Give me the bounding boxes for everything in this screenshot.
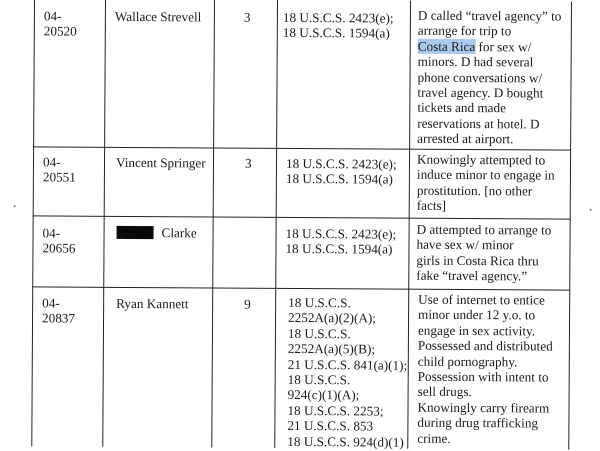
highlighted-text: Costa Rica xyxy=(417,38,476,54)
facts: Use of internet to entice minor under 12 y.o. to engage in sex activity. Possessed and distributed child pornography. Possession with intent to sell drugs. Knowingly carry firearm during drug trafficking crime. xyxy=(417,291,553,446)
column-divider xyxy=(407,1,411,449)
column-divider xyxy=(274,0,278,448)
case-number: 04- 20520 xyxy=(43,8,77,40)
count-value: 3 xyxy=(243,9,251,25)
case-number: 04- 20551 xyxy=(42,154,76,186)
statutes: 18 U.S.C.S. 2252A(a)(2)(A); 18 U.S.C.S. 2252A(a)(5)(B); 21 U.S.C.S. 841(a)(1); 18 U.S.C.S. 924(c)(1)(A); 18 U.S.C.S. 2253; 21 U.S.C.S. 853 18 U.S.C.S. 924(d)(1) xyxy=(287,294,408,450)
redaction-block xyxy=(117,226,154,239)
facts-line: for sex w/ xyxy=(475,38,532,55)
facts: Knowingly attempted to induce minor to engage in prostitution. [no other facts] xyxy=(416,151,555,214)
scan-speck xyxy=(590,209,592,211)
case-number: 04- 20837 xyxy=(42,295,76,327)
statutes: 18 U.S.C.S. 2423(e); 18 U.S.C.S. 1594(a) xyxy=(285,225,397,257)
statutes: 18 U.S.C.S. 2423(e); 18 U.S.C.S. 1594(a) xyxy=(285,155,397,187)
defendant-name: Ryan Kannett xyxy=(116,295,189,312)
scan-speck xyxy=(14,205,16,207)
case-number: 04- 20656 xyxy=(42,225,76,257)
row-divider xyxy=(33,215,571,219)
column-divider xyxy=(102,0,106,447)
defendant-name: Vincent Springer xyxy=(115,154,206,171)
statutes: 18 U.S.C.S. 2423(e); 18 U.S.C.S. 1594(a) xyxy=(282,9,394,41)
table-border-right xyxy=(568,2,572,450)
facts: D called “travel agency” to arrange for trip to Costa Rica for sex w/ minors. D had several phone conversations w/ travel agency. D bought tickets and made reservations at hotel. D arrested at airport. xyxy=(417,7,562,147)
defendant-name: Clarke xyxy=(117,225,197,241)
row-divider xyxy=(32,286,570,290)
count-value: 3 xyxy=(244,155,252,171)
row-divider xyxy=(33,146,571,150)
table-border-left xyxy=(31,0,35,446)
count-value: 9 xyxy=(244,296,251,312)
defendant-name: Wallace Strevell xyxy=(114,8,202,25)
facts: D attempted to arrange to have sex w/ minor girls in Costa Rica thru fake “travel agency.” xyxy=(416,221,552,284)
column-divider xyxy=(211,0,215,447)
